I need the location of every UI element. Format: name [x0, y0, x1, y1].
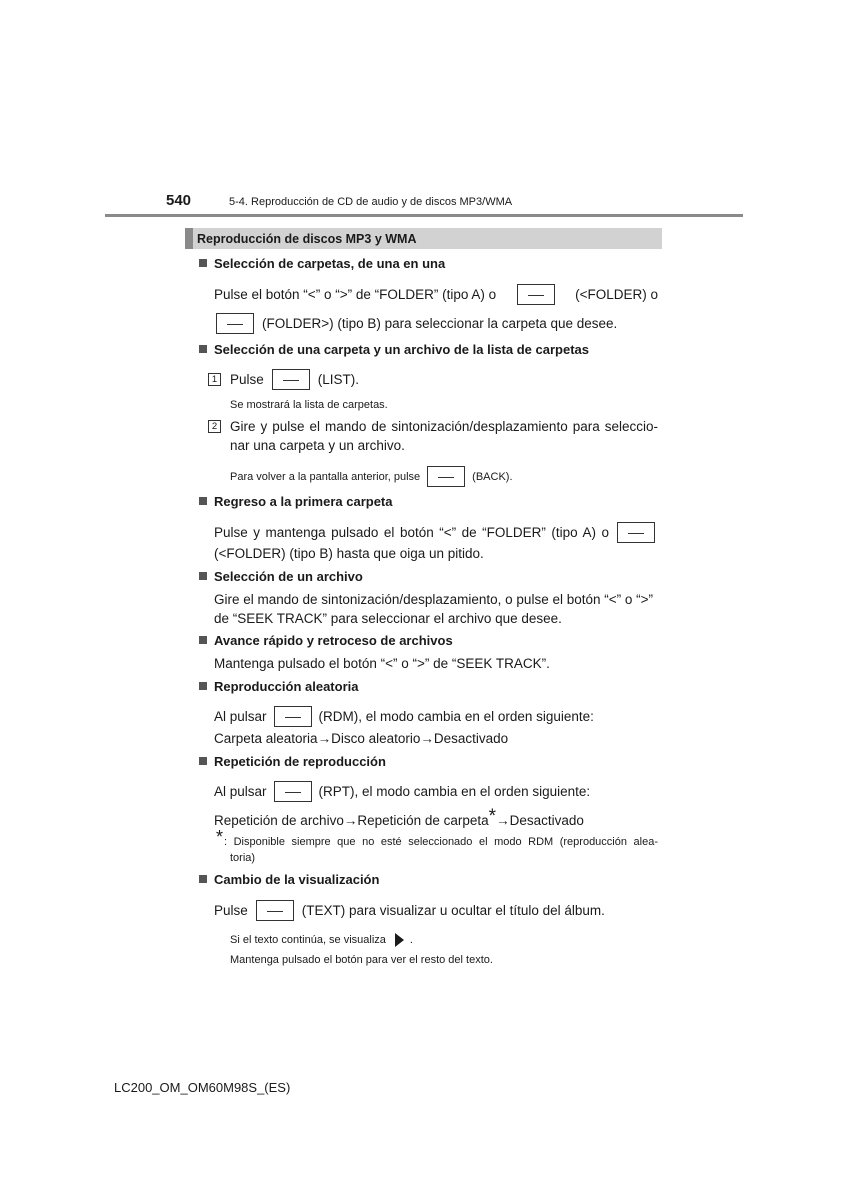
repeat-seq-2: Repetición de carpeta	[357, 813, 489, 828]
footnote-line1: : Disponible siempre que no esté seleccionado el modo RDM (reproducción alea-	[224, 836, 658, 848]
step-number-1: 1	[208, 373, 221, 386]
display-text-b: (TEXT) para visualizar u ocultar el título del álbum.	[301, 903, 605, 918]
repeat-seq-3: Desactivado	[509, 813, 584, 828]
select-file-line2: de “SEEK TRACK” para seleccionar el archivo que desee.	[214, 611, 562, 626]
folders-text-a: Pulse el botón “<” o “>” de “FOLDER” (tipo A) o	[214, 287, 497, 302]
section-title: Reproducción de discos MP3 y WMA	[197, 232, 417, 246]
step2-line1: Gire y pulse el mando de sintonización/desplazamiento para seleccio-	[230, 419, 658, 434]
rdm-button-icon	[274, 706, 312, 727]
footnote-line2: toria)	[230, 852, 256, 864]
heading-folder-list: Selección de una carpeta y un archivo de la lista de carpetas	[214, 342, 589, 357]
folders-text-c: (FOLDER>) (tipo B) para seleccionar la carpeta que desee.	[262, 316, 618, 331]
bullet-icon	[199, 497, 207, 505]
random-text-b: (RDM), el modo cambia en el orden siguiente:	[318, 709, 594, 724]
step2-note	[230, 466, 513, 487]
bullet-icon	[199, 259, 207, 267]
step1-line	[230, 369, 359, 390]
text-button-icon	[256, 900, 294, 921]
bullet-icon	[199, 345, 207, 353]
arrow-icon: →	[343, 813, 358, 828]
rpt-button-icon	[274, 781, 312, 802]
step2-note-text-b: (BACK).	[472, 470, 513, 483]
folder-prev-button-icon	[617, 522, 655, 543]
random-seq-3: Desactivado	[433, 731, 509, 746]
heading-random: Reproducción aleatoria	[214, 679, 359, 694]
first-folder-line1	[214, 522, 655, 543]
first-folder-text-a: Pulse y mantenga pulsado el botón “<” de “FOLDER” (tipo A) o	[214, 525, 609, 540]
step2-note-text-a: Para volver a la pantalla anterior, pulse	[230, 470, 421, 483]
folder-prev-button-icon	[517, 284, 555, 305]
select-file-line1: Gire el mando de sintonización/desplazamiento, o pulse el botón “<” o “>”	[214, 592, 654, 607]
step1-text-b: (LIST).	[317, 372, 360, 387]
display-note2: Mantenga pulsado el botón para ver el resto del texto.	[230, 954, 493, 966]
heading-fast-forward: Avance rápido y retroceso de archivos	[214, 633, 453, 648]
step1-note: Se mostrará la lista de carpetas.	[230, 399, 388, 411]
random-line1	[214, 706, 594, 727]
heading-display: Cambio de la visualización	[214, 872, 380, 887]
play-arrow-icon	[392, 932, 406, 948]
arrow-icon: →	[317, 731, 332, 746]
footer-code: LC200_OM_OM60M98S_(ES)	[114, 1080, 291, 1095]
bullet-icon	[199, 757, 207, 765]
heading-repeat: Repetición de reproducción	[214, 754, 386, 769]
display-note1	[230, 932, 413, 948]
display-note-text-a: Si el texto continúa, se visualiza	[230, 934, 386, 946]
random-sequence	[214, 728, 508, 749]
folders-line1	[214, 284, 658, 305]
random-seq-1: Carpeta aleatoria	[214, 731, 318, 746]
heading-folder-select: Selección de carpetas, de una en una	[214, 256, 446, 271]
arrow-icon: →	[496, 813, 510, 828]
repeat-sequence	[214, 806, 584, 831]
repeat-text-a: Al pulsar	[214, 784, 267, 799]
step2-line2: nar una carpeta y un archivo.	[230, 438, 405, 453]
display-text-a: Pulse	[214, 903, 248, 918]
asterisk-mark: *	[488, 806, 497, 827]
list-button-icon	[272, 369, 310, 390]
random-text-a: Al pulsar	[214, 709, 267, 724]
bullet-icon	[199, 636, 207, 644]
first-folder-line2: (<FOLDER) (tipo B) hasta que oiga un pitido.	[214, 546, 484, 561]
display-line1	[214, 900, 605, 921]
chapter-title: 5-4. Reproducción de CD de audio y de discos MP3/WMA	[229, 196, 513, 208]
heading-select-file: Selección de un archivo	[214, 569, 363, 584]
arrow-icon: →	[420, 731, 434, 746]
footnote-asterisk: *	[216, 827, 224, 847]
fast-forward-line1: Mantenga pulsado el botón “<” o “>” de “SEEK TRACK”.	[214, 656, 550, 671]
heading-first-folder: Regreso a la primera carpeta	[214, 494, 393, 509]
page-number: 540	[166, 192, 192, 209]
folder-next-button-icon	[216, 313, 254, 334]
bullet-icon	[199, 875, 207, 883]
step-number-2: 2	[208, 420, 221, 433]
repeat-seq-1: Repetición de archivo	[214, 813, 344, 828]
folders-line2	[216, 313, 617, 334]
folders-text-b: (<FOLDER) o	[575, 287, 658, 302]
display-note-text-b: .	[409, 934, 413, 946]
random-seq-2: Disco aleatorio	[331, 731, 421, 746]
bullet-icon	[199, 572, 207, 580]
bullet-icon	[199, 682, 207, 690]
back-button-icon	[427, 466, 465, 487]
repeat-line1	[214, 781, 590, 802]
step1-text-a: Pulse	[230, 372, 264, 387]
header-divider	[105, 214, 743, 217]
repeat-text-b: (RPT), el modo cambia en el orden siguiente:	[318, 784, 591, 799]
